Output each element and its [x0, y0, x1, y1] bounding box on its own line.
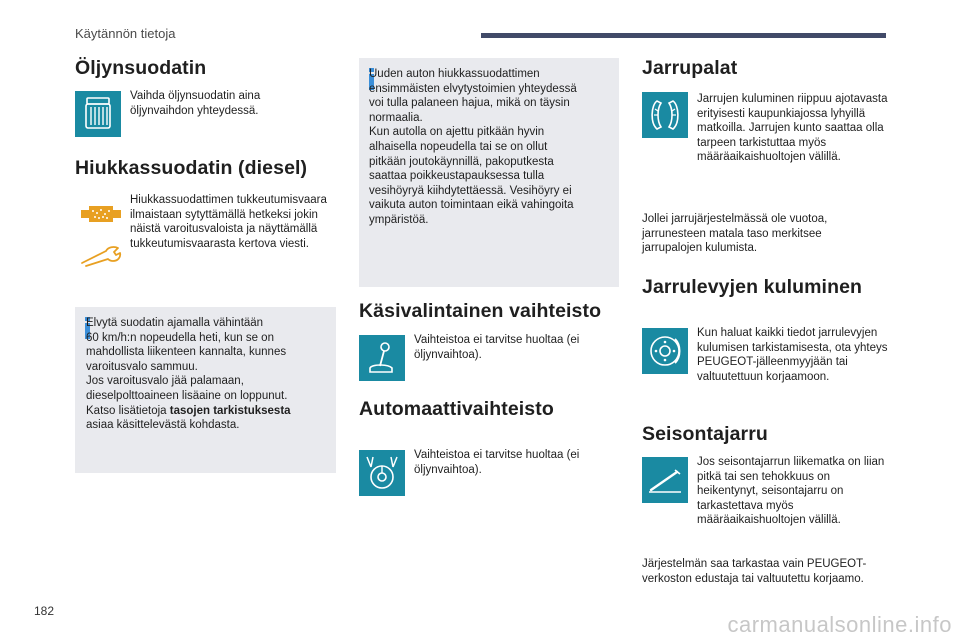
note-line: mahdollista liikenteen kannalta, kunnes	[86, 346, 287, 359]
brake-discs-heading: Jarrulevyjen kuluminen	[642, 276, 863, 298]
note-line: Jos varoitusvalo jää palamaan,	[86, 375, 244, 388]
note-ref-bold: tasojen tarkistuksesta	[169, 404, 291, 417]
note-line: voi tulla palaneen hajua, mikä on täysin	[369, 97, 570, 110]
automatic-gearbox-heading: Automaattivaihteisto	[359, 398, 554, 420]
new-car-note-text	[369, 67, 615, 228]
note-line: Uuden auton hiukkassuodattimen	[369, 68, 540, 80]
particle-filter-heading: Hiukkassuodatin (diesel)	[75, 157, 308, 179]
service-wrench-icon	[78, 244, 124, 268]
oil-filter-heading: Öljynsuodatin	[75, 57, 207, 79]
note-line: vaikuta auton toimintaan eikä vahingoita	[369, 199, 574, 212]
new-car-note	[359, 58, 619, 287]
particle-filter-text: Hiukkassuodattimen tukkeutumisvaara ilmaistaan sytyttämällä hetkeksi jokin näistä varoitusvaloista ja näyttämällä tukkeutumisvaarasta kertova viesti.	[130, 194, 327, 250]
note-line: normaalia.	[369, 111, 423, 124]
parking-brake-icon	[642, 457, 688, 503]
parking-brake-heading: Seisontajarru	[642, 423, 768, 445]
manual-gearbox-icon	[359, 335, 405, 381]
brake-discs-text: Kun haluat kaikki tiedot jarrulevyjen kulumisen tarkistamisesta, ota yhteys PEUGEOT-jälleenmyyjään tai valtuutettuun korjaamoon.	[697, 327, 888, 383]
header-divider-bar	[481, 33, 886, 38]
note-line: 60 km/h:n nopeudella heti, kun se on	[86, 331, 274, 344]
automatic-gearbox-text: Vaihteistoa ei tarvitse huoltaa (ei öljynvaihtoa).	[414, 449, 580, 476]
manual-gearbox-heading: Käsivalintainen vaihteisto	[359, 300, 602, 322]
note-line: alhaisella nopeudella tai se on ollut	[369, 140, 548, 153]
brake-pads-icon	[642, 92, 688, 138]
automatic-gearbox-icon	[359, 450, 405, 496]
note-line: ympäristöä.	[369, 213, 429, 226]
note-line: Elvytä suodatin ajamalla vähintään	[86, 317, 264, 329]
note-line: saattaa poikkeustapauksessa tulla	[369, 170, 545, 183]
note-line: vesihöyryä kiihdytettäessä. Vesihöyry ei	[369, 184, 572, 197]
particle-filter-note	[75, 307, 336, 473]
note-line: Kun autolla on ajettu pitkään hyvin	[369, 126, 545, 139]
note-line: pitkään joutokäynnillä, pakoputkesta	[369, 155, 554, 168]
manual-gearbox-text: Vaihteistoa ei tarvitse huoltaa (ei öljynvaihtoa).	[414, 334, 580, 361]
note-line: varoitusvalo sammuu.	[86, 360, 198, 373]
note-line: dieselpolttoaineen lisäaine on loppunut.	[86, 389, 288, 402]
note-ref-prefix: Katso lisätietoja	[86, 404, 170, 417]
note-line: ensimmäisten elvytystoimien yhteydessä	[369, 82, 577, 95]
brake-pads-heading: Jarrupalat	[642, 57, 738, 79]
parking-brake-extra-text: Järjestelmän saa tarkastaa vain PEUGEOT-verkoston edustaja tai valtuutettu korjaamo.	[642, 558, 867, 585]
particle-filter-warning-icon	[78, 199, 124, 229]
brake-pads-extra-text: Jollei jarrujärjestelmässä ole vuotoa, jarrunesteen matala taso merkitsee jarrupalojen kulumista.	[642, 213, 828, 255]
page-number: 182	[34, 604, 55, 618]
watermark: carmanualsonline.info	[727, 612, 952, 637]
parking-brake-text: Jos seisontajarrun liikematka on liian pitkä tai sen tehokkuus on heikentynyt, seisontajarru on tarkastettava myös määräaikaishuoltojen välillä.	[697, 456, 885, 527]
oil-filter-text: Vaihda öljynsuodatin aina öljynvaihdon yhteydessä.	[130, 90, 261, 117]
brake-disc-icon	[642, 328, 688, 374]
particle-filter-note-text	[86, 316, 332, 433]
note-reference-line	[86, 404, 332, 419]
section-header-title: Käytännön tietoja	[75, 26, 176, 41]
oil-filter-icon	[75, 91, 121, 137]
brake-pads-text: Jarrujen kuluminen riippuu ajotavasta erityisesti kaupunkiajossa lyhyillä matkoilla. Jarrujen kunto saattaa olla tarpeen tarkistuttaa myös määräaikaishuoltojen välillä.	[697, 93, 888, 164]
note-line: asiaa käsittelevästä kohdasta.	[86, 419, 240, 432]
